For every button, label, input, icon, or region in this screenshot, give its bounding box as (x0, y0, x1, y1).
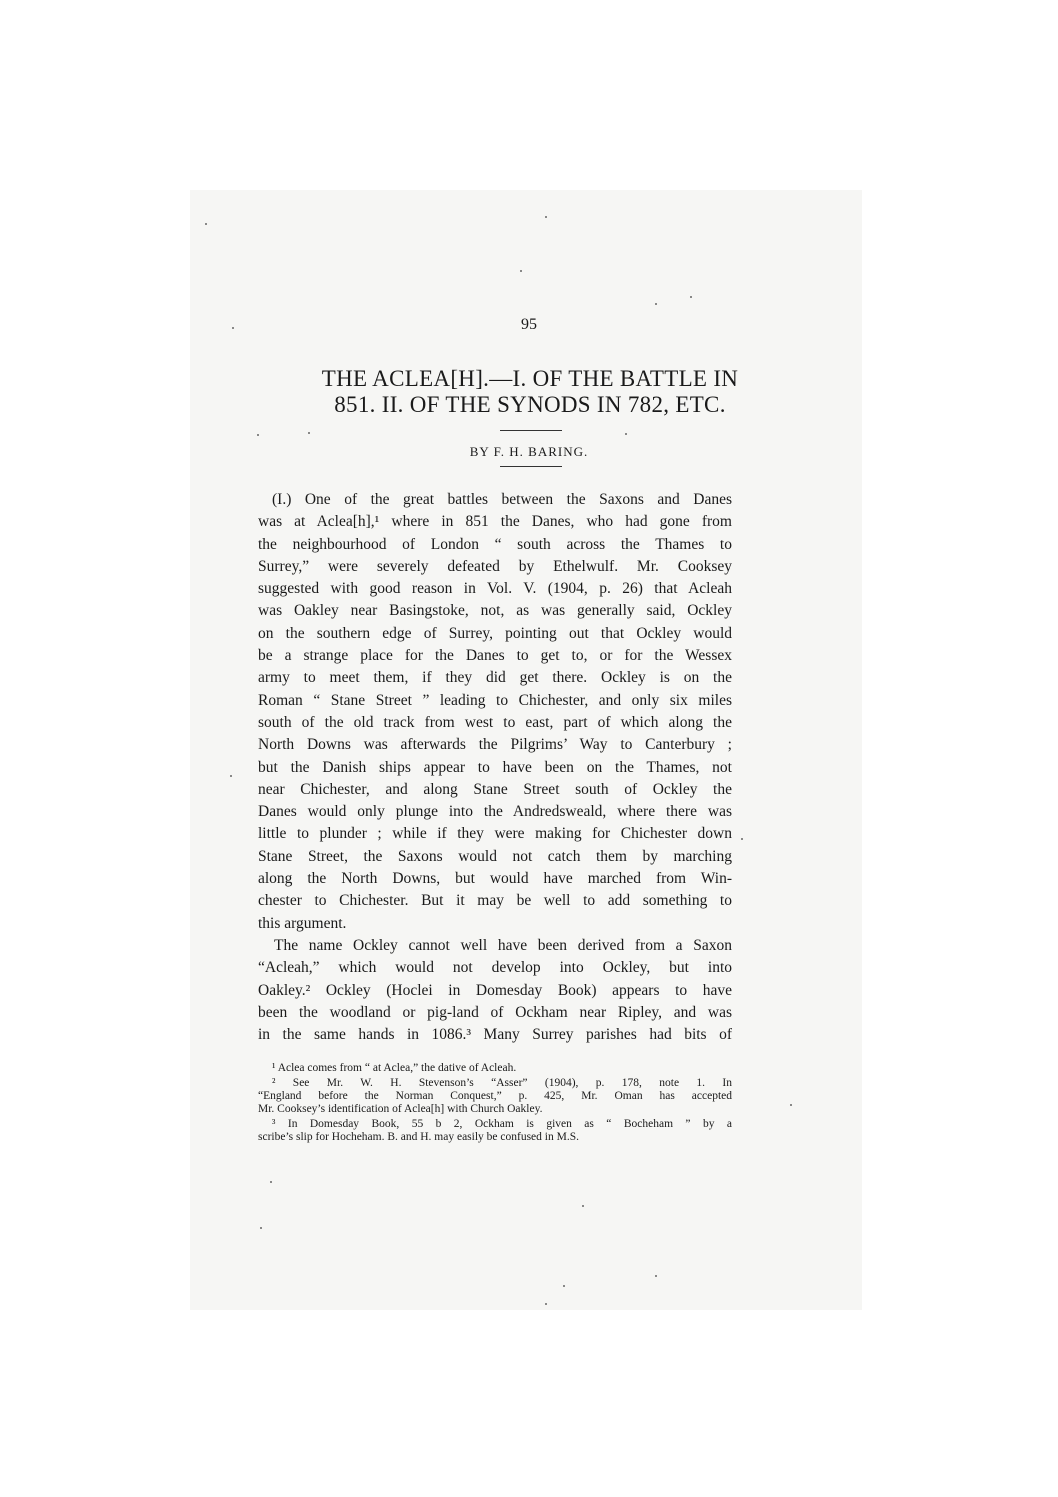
text-line: little to plunder ; while if they were making for Chichester down (258, 825, 732, 843)
text-line: south of the old track from west to east, part of which along the (258, 713, 732, 731)
text-line: was Oakley near Basingstoke, not, as was generally said, Ockley (258, 602, 732, 620)
scan-speck (563, 1285, 565, 1287)
title-rule (500, 430, 562, 431)
text-line: but the Danish ships appear to have been on the Thames, not (258, 758, 732, 776)
text-line: Stane Street, the Saxons would not catch them by marching (258, 847, 732, 865)
scan-speck (545, 1303, 547, 1305)
text-line: The name Ockley cannot well have been derived from a Saxon (274, 936, 732, 954)
byline: BY F. H. BARING. (469, 444, 589, 459)
text-line: Oakley.² Ockley (Hoclei in Domesday Book) appears to have (258, 981, 732, 999)
footnote (258, 1118, 732, 1144)
text-line: be a strange place for the Danes to get to, or for the Wessex (258, 647, 732, 665)
scan-speck (655, 1275, 657, 1277)
paragraph (258, 489, 732, 935)
scan-speck (257, 434, 259, 436)
text-line: in the same hands in 1086.³ Many Surrey parishes had bits of (258, 1026, 732, 1044)
text-line: Danes would only plunge into the Andredsweald, where there was (258, 803, 732, 821)
footnote-line: ³ In Domesday Book, 55 b 2, Ockham is given as “ Bocheham ” by a (272, 1118, 732, 1130)
footnote (258, 1062, 732, 1075)
scan-speck (790, 1104, 792, 1106)
title-line: THE ACLEA[H].—I. OF THE BATTLE IN (321, 366, 739, 391)
footnote-line: Mr. Cooksey’s identification of Aclea[h] with Church Oakley. (258, 1103, 543, 1115)
text-line: this argument. (258, 914, 347, 932)
text-line: suggested with good reason in Vol. V. (1904, p. 26) that Acleah (258, 580, 732, 598)
scan-speck (690, 296, 692, 298)
text-line: Surrey,” were severely defeated by Ethelwulf. Mr. Cooksey (258, 557, 732, 575)
text-line: the neighbourhood of London “ south across the Thames to (258, 535, 732, 553)
scan-speck (545, 216, 547, 218)
text-line: been the woodland or pig-land of Ockham near Ripley, and was (258, 1003, 732, 1021)
text-line: North Downs was afterwards the Pilgrims’ Way to Canterbury ; (258, 736, 732, 754)
text-line: army to meet them, if they did get there. Ockley is on the (258, 669, 732, 687)
scan-speck (205, 223, 207, 225)
footnote-line: ¹ Aclea comes from “ at Aclea,” the dative of Acleah. (272, 1062, 517, 1074)
scan-speck (260, 1227, 262, 1229)
article-title (240, 366, 820, 418)
scan-speck (308, 432, 310, 434)
article-body (258, 489, 732, 1046)
text-line: was at Aclea[h],¹ where in 851 the Danes, who had gone from (258, 513, 732, 531)
title-line: 851. II. OF THE SYNODS IN 782, ETC. (334, 392, 726, 417)
footnote-line: ² See Mr. W. H. Stevenson’s “Asser” (1904), p. 178, note 1. In (272, 1077, 732, 1089)
footnote (258, 1077, 732, 1116)
text-line: Roman “ Stane Street ” leading to Chichester, and only six miles (258, 691, 732, 709)
paragraph (258, 935, 732, 1046)
footnotes (258, 1062, 732, 1146)
scan-speck (741, 838, 743, 840)
footnote-line: scribe’s slip for Hocheham. B. and H. may easily be confused in M.S. (258, 1131, 579, 1143)
scan-speck (230, 775, 232, 777)
text-line: “Acleah,” which would not develop into Ockley, but into (258, 959, 732, 977)
page-number: 95 (521, 316, 537, 333)
scan-speck (520, 270, 522, 272)
text-line: on the southern edge of Surrey, pointing out that Ockley would (258, 624, 732, 642)
text-line: near Chichester, and along Stane Street south of Ockley the (258, 780, 732, 798)
scan-speck (625, 433, 627, 435)
byline-rule (500, 466, 562, 467)
text-line: chester to Chichester. But it may be well to add something to (258, 892, 732, 910)
scan-speck (270, 1181, 272, 1183)
scan-speck (582, 1205, 584, 1207)
scan-speck (655, 303, 657, 305)
footnote-line: “England before the Norman Conquest,” p. 425, Mr. Oman has accepted (258, 1090, 732, 1102)
text-line: (I.) One of the great battles between the Saxons and Danes (272, 491, 732, 508)
text-line: along the North Downs, but would have marched from Win- (258, 870, 732, 888)
